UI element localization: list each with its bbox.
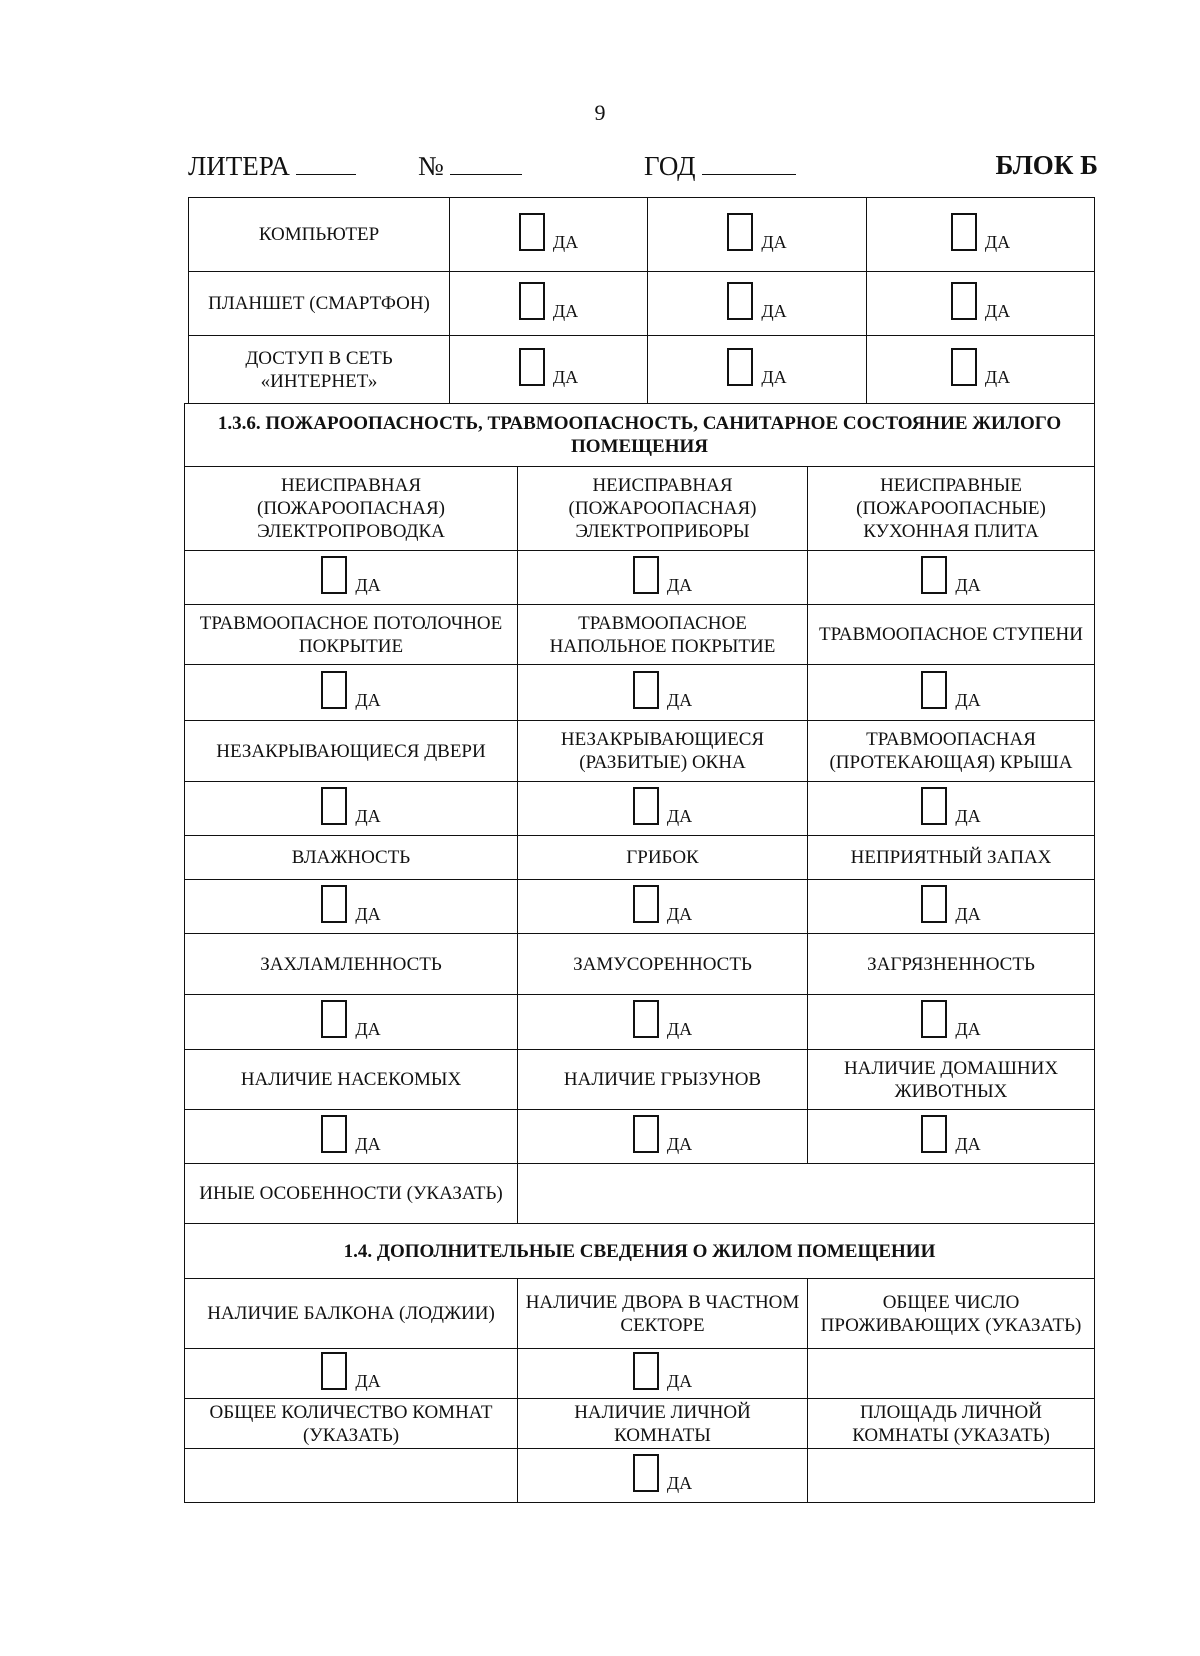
checkbox-square-icon[interactable] (921, 1115, 947, 1153)
yes-checkbox[interactable] (633, 1000, 692, 1038)
yes-checkbox[interactable] (321, 787, 380, 825)
yes-label: ДА (552, 300, 579, 321)
yes-checkbox[interactable] (321, 556, 380, 594)
checkbox-square-icon[interactable] (633, 1454, 659, 1492)
yes-label: ДА (355, 903, 381, 924)
condition-label: НЕИСПРАВНАЯ (ПОЖАРООПАСНАЯ) ЭЛЕКТРОПРИБОРЫ (518, 467, 808, 551)
checkbox-square-icon[interactable] (727, 348, 753, 386)
checkbox-square-icon[interactable] (321, 885, 347, 923)
year-field (644, 150, 796, 182)
yes-label: ДА (355, 1019, 381, 1039)
checkbox-square-icon[interactable] (519, 213, 545, 251)
table-row (189, 272, 1095, 336)
yes-checkbox-cell (185, 1349, 518, 1399)
devices-table (188, 197, 1095, 404)
yes-label: ДА (955, 1019, 981, 1039)
yes-label: ДА (761, 231, 787, 252)
yes-checkbox-cell (808, 880, 1095, 934)
yes-label: ДА (666, 574, 693, 595)
table-row (185, 665, 1095, 721)
checkbox-square-icon[interactable] (727, 213, 753, 251)
condition-label: ВЛАЖНОСТЬ (185, 836, 518, 880)
yes-checkbox[interactable] (633, 1352, 692, 1390)
table-row (185, 1050, 1095, 1110)
yes-checkbox[interactable] (921, 885, 980, 923)
table-row (185, 782, 1095, 836)
checkbox-square-icon[interactable] (921, 1000, 947, 1038)
checkbox-square-icon[interactable] (951, 213, 977, 251)
condition-label: ТРАВМООПАСНОЕ НАПОЛЬНОЕ ПОКРЫТИЕ (518, 605, 808, 665)
other-features-input[interactable] (518, 1164, 1095, 1224)
number-label: № (418, 151, 444, 181)
info-label: ОБЩЕЕ ЧИСЛО ПРОЖИВАЮЩИХ (УКАЗАТЬ) (808, 1279, 1095, 1349)
yes-checkbox-cell (518, 665, 808, 721)
yes-checkbox-cell (808, 782, 1095, 836)
table-row (185, 721, 1095, 782)
yes-checkbox[interactable] (921, 1115, 980, 1153)
yes-checkbox[interactable] (951, 348, 1010, 386)
yes-checkbox-cell (185, 782, 518, 836)
checkbox-square-icon[interactable] (321, 1000, 347, 1038)
info-label: НАЛИЧИЕ БАЛКОНА (ЛОДЖИИ) (185, 1279, 518, 1349)
yes-label: ДА (355, 574, 381, 595)
checkbox-square-icon[interactable] (921, 556, 947, 594)
checkbox-square-icon[interactable] (921, 671, 947, 709)
section-title: 1.3.6. ПОЖАРООПАСНОСТЬ, ТРАВМООПАСНОСТЬ, САНИТАРНОЕ СОСТОЯНИЕ ЖИЛОГО ПОМЕЩЕНИЯ (185, 404, 1095, 467)
yes-checkbox[interactable] (633, 671, 692, 709)
checkbox-square-icon[interactable] (519, 348, 545, 386)
condition-label: ТРАВМООПАСНОЕ СТУПЕНИ (808, 605, 1095, 665)
block-label: БЛОК Б (995, 150, 1098, 180)
yes-checkbox-cell (648, 336, 867, 404)
number-field (418, 150, 522, 182)
yes-label: ДА (552, 231, 579, 252)
yes-checkbox-cell (808, 1110, 1095, 1164)
yes-checkbox[interactable] (321, 1115, 380, 1153)
yes-checkbox[interactable] (921, 671, 980, 709)
checkbox-square-icon[interactable] (321, 1352, 347, 1390)
yes-checkbox[interactable] (321, 1000, 380, 1038)
checkbox-square-icon[interactable] (321, 556, 347, 594)
yes-checkbox-cell (518, 995, 808, 1050)
info-label: НАЛИЧИЕ ЛИЧНОЙ КОМНАТЫ (518, 1399, 808, 1449)
condition-label: ЗАХЛАМЛЕННОСТЬ (185, 934, 518, 995)
table-row (185, 934, 1095, 995)
checkbox-square-icon[interactable] (727, 282, 753, 320)
yes-checkbox[interactable] (321, 1352, 380, 1390)
table-row (189, 336, 1095, 404)
yes-label: ДА (955, 1133, 981, 1154)
condition-label: НАЛИЧИЕ ГРЫЗУНОВ (518, 1050, 808, 1110)
yes-checkbox-cell (450, 198, 648, 272)
year-input[interactable] (702, 150, 796, 175)
yes-checkbox[interactable] (921, 1000, 980, 1038)
table-row (185, 551, 1095, 605)
table-row (189, 198, 1095, 272)
yes-checkbox[interactable] (633, 1115, 692, 1153)
condition-label: НАЛИЧИЕ ДОМАШНИХ ЖИВОТНЫХ (808, 1050, 1095, 1110)
checkbox-square-icon[interactable] (321, 787, 347, 825)
yes-checkbox[interactable] (519, 348, 578, 386)
yes-label: ДА (984, 231, 1011, 252)
table-row (185, 1449, 1095, 1503)
table-row (185, 836, 1095, 880)
yes-checkbox-cell (518, 1110, 808, 1164)
yes-label: ДА (761, 300, 787, 321)
yes-label: ДА (355, 1133, 381, 1154)
checkbox-square-icon[interactable] (633, 556, 659, 594)
yes-label: ДА (666, 903, 693, 924)
yes-checkbox[interactable] (727, 282, 786, 320)
yes-label: ДА (955, 903, 981, 924)
yes-checkbox[interactable] (633, 1454, 692, 1492)
yes-checkbox-cell (185, 880, 518, 934)
checkbox-square-icon[interactable] (519, 282, 545, 320)
device-label: КОМПЬЮТЕР (189, 198, 450, 272)
yes-checkbox[interactable] (951, 282, 1010, 320)
device-label: ПЛАНШЕТ (СМАРТФОН) (189, 272, 450, 336)
table-row (185, 1224, 1095, 1279)
yes-label: ДА (761, 366, 787, 387)
yes-checkbox-cell (648, 272, 867, 336)
checkbox-square-icon[interactable] (633, 1000, 659, 1038)
yes-checkbox-cell (185, 1110, 518, 1164)
number-input[interactable] (450, 150, 522, 175)
yes-label: ДА (552, 366, 579, 387)
yes-checkbox-cell (518, 880, 808, 934)
info-label: НАЛИЧИЕ ДВОРА В ЧАСТНОМ СЕКТОРЕ (518, 1279, 808, 1349)
table-row (185, 880, 1095, 934)
yes-checkbox-cell (808, 665, 1095, 721)
yes-checkbox-cell (185, 995, 518, 1050)
table-row (185, 1349, 1095, 1399)
condition-label: НЕИСПРАВНАЯ (ПОЖАРООПАСНАЯ) ЭЛЕКТРОПРОВОДКА (185, 467, 518, 551)
yes-label: ДА (666, 1133, 693, 1154)
yes-label: ДА (955, 574, 981, 595)
yes-label: ДА (666, 1370, 693, 1391)
table-row (185, 404, 1095, 467)
yes-checkbox[interactable] (921, 556, 980, 594)
condition-label: ТРАВМООПАСНАЯ (ПРОТЕКАЮЩАЯ) КРЫША (808, 721, 1095, 782)
yes-checkbox-cell (867, 272, 1095, 336)
residents-count-input[interactable] (808, 1349, 1095, 1399)
yes-checkbox[interactable] (321, 671, 380, 709)
checkbox-square-icon[interactable] (951, 282, 977, 320)
checkbox-square-icon[interactable] (921, 787, 947, 825)
table-row (185, 467, 1095, 551)
table-row (185, 1399, 1095, 1449)
yes-checkbox-cell (867, 198, 1095, 272)
rooms-count-input[interactable] (185, 1449, 518, 1503)
checkbox-square-icon[interactable] (921, 885, 947, 923)
yes-checkbox-cell (450, 272, 648, 336)
condition-label: НАЛИЧИЕ НАСЕКОМЫХ (185, 1050, 518, 1110)
condition-label: ТРАВМООПАСНОЕ ПОТОЛОЧНОЕ ПОКРЫТИЕ (185, 605, 518, 665)
table-row (185, 1279, 1095, 1349)
yes-checkbox[interactable] (727, 348, 786, 386)
checkbox-square-icon[interactable] (633, 671, 659, 709)
yes-checkbox-cell (450, 336, 648, 404)
housing-conditions-table (184, 403, 1095, 1503)
yes-checkbox[interactable] (633, 885, 692, 923)
condition-label: НЕИСПРАВНЫЕ (ПОЖАРООПАСНЫЕ) КУХОННАЯ ПЛИТА (808, 467, 1095, 551)
yes-checkbox-cell (518, 1349, 808, 1399)
yes-checkbox-cell (518, 1449, 808, 1503)
yes-checkbox-cell (185, 665, 518, 721)
condition-label: НЕЗАКРЫВАЮЩИЕСЯ (РАЗБИТЫЕ) ОКНА (518, 721, 808, 782)
table-row (185, 605, 1095, 665)
yes-checkbox-cell (518, 551, 808, 605)
info-label: ПЛОЩАДЬ ЛИЧНОЙ КОМНАТЫ (УКАЗАТЬ) (808, 1399, 1095, 1449)
yes-checkbox[interactable] (921, 787, 980, 825)
info-label: ОБЩЕЕ КОЛИЧЕСТВО КОМНАТ (УКАЗАТЬ) (185, 1399, 518, 1449)
checkbox-square-icon[interactable] (321, 671, 347, 709)
year-label: ГОД (644, 151, 696, 181)
condition-label: ГРИБОК (518, 836, 808, 880)
page-number: 9 (594, 100, 606, 125)
yes-checkbox-cell (648, 198, 867, 272)
yes-checkbox[interactable] (633, 556, 692, 594)
yes-label: ДА (984, 366, 1011, 387)
table-row (185, 995, 1095, 1050)
device-label: ДОСТУП В СЕТЬ «ИНТЕРНЕТ» (189, 336, 450, 404)
checkbox-square-icon[interactable] (633, 787, 659, 825)
yes-checkbox-cell (808, 551, 1095, 605)
yes-label: ДА (355, 1370, 381, 1391)
yes-label: ДА (355, 805, 381, 826)
yes-checkbox[interactable] (633, 787, 692, 825)
checkbox-square-icon[interactable] (951, 348, 977, 386)
yes-checkbox[interactable] (519, 282, 578, 320)
yes-checkbox-cell (808, 995, 1095, 1050)
form-header (188, 150, 1098, 190)
yes-checkbox[interactable] (951, 213, 1010, 251)
litera-field (188, 150, 356, 182)
checkbox-square-icon[interactable] (633, 885, 659, 923)
room-area-input[interactable] (808, 1449, 1095, 1503)
condition-label: НЕЗАКРЫВАЮЩИЕСЯ ДВЕРИ (185, 721, 518, 782)
yes-label: ДА (955, 689, 981, 710)
yes-label: ДА (666, 1019, 693, 1039)
yes-checkbox[interactable] (727, 213, 786, 251)
condition-label: ЗАГРЯЗНЕННОСТЬ (808, 934, 1095, 995)
litera-input[interactable] (296, 150, 356, 175)
yes-label: ДА (666, 805, 693, 826)
table-row (185, 1164, 1095, 1224)
checkbox-square-icon[interactable] (633, 1115, 659, 1153)
yes-label: ДА (984, 300, 1011, 321)
yes-label: ДА (355, 689, 381, 710)
yes-checkbox-cell (867, 336, 1095, 404)
yes-label: ДА (955, 805, 981, 826)
table-row (185, 1110, 1095, 1164)
yes-label: ДА (666, 1472, 693, 1493)
section-title: 1.4. ДОПОЛНИТЕЛЬНЫЕ СВЕДЕНИЯ О ЖИЛОМ ПОМЕЩЕНИИ (185, 1224, 1095, 1279)
checkbox-square-icon[interactable] (321, 1115, 347, 1153)
yes-label: ДА (666, 689, 693, 710)
yes-checkbox-cell (185, 551, 518, 605)
checkbox-square-icon[interactable] (633, 1352, 659, 1390)
condition-label: ЗАМУСОРЕННОСТЬ (518, 934, 808, 995)
yes-checkbox[interactable] (519, 213, 578, 251)
condition-label: НЕПРИЯТНЫЙ ЗАПАХ (808, 836, 1095, 880)
yes-checkbox[interactable] (321, 885, 380, 923)
yes-checkbox-cell (518, 782, 808, 836)
litera-label: ЛИТЕРА (188, 151, 290, 181)
other-features-label: ИНЫЕ ОСОБЕННОСТИ (УКАЗАТЬ) (185, 1164, 518, 1224)
